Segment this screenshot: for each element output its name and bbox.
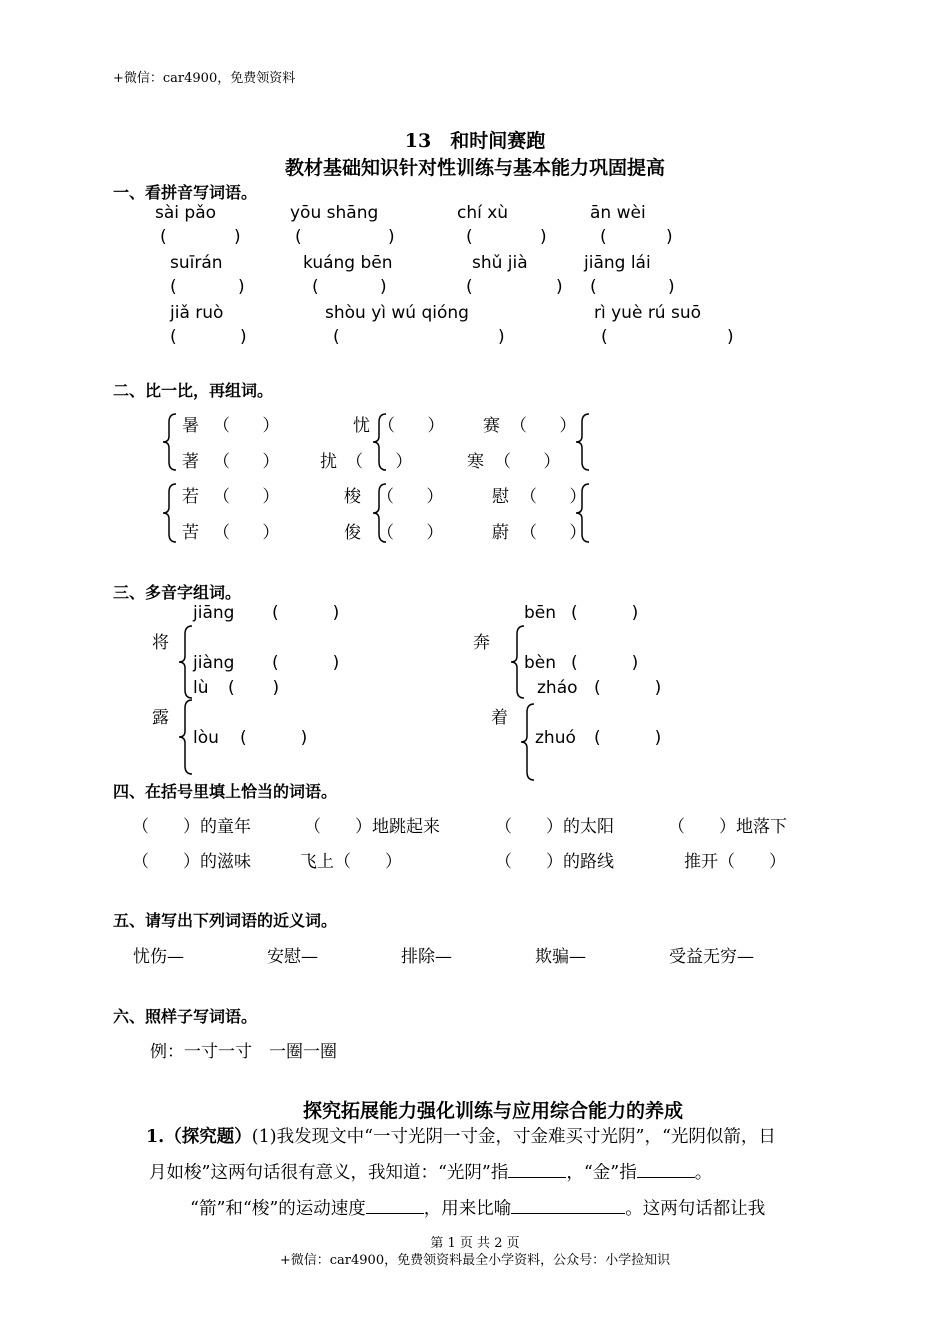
answer-paren[interactable]: ( [600,227,607,247]
pinyin-item: jiāng lái [584,253,651,273]
synonym-item[interactable]: 欺骗— [535,947,586,967]
compare-char: 俊 [344,523,361,543]
fill-item[interactable]: （ ）的滋味 [132,852,251,872]
fill-item[interactable]: （ ）的太阳 [495,817,614,837]
answer-paren[interactable]: ( ) [272,603,340,623]
answer-paren[interactable]: ( [295,227,302,247]
fill-item[interactable]: （ ）地落下 [668,817,787,837]
synonym-item[interactable]: 排除— [401,947,452,967]
answer-paren[interactable]: （ ） [213,452,280,472]
reading: jiāng [193,603,235,623]
compare-char: 赛 [483,416,500,436]
question-1-line-2: 月如梭”这两句话很有意义，我知道：“光阴”指 ，“金”指 。 [149,1159,712,1184]
page-title: 13 和时间赛跑 [404,130,546,152]
section-5-heading: 五、请写出下列词语的近义词。 [113,911,338,930]
compare-char: 慰 [492,487,509,507]
polyphone-char: 奔 [473,633,490,653]
pinyin-item: yōu shāng [290,203,379,223]
answer-paren[interactable]: （ ） [213,487,280,507]
polyphone-char: 着 [491,708,508,728]
pinyin-item: chí xù [457,203,509,223]
pinyin-item: shǔ jià [472,253,528,273]
question-1-line-1: 1.（探究题）(1)我发现文中“一寸光阴一寸金，寸金难买寸光阴”，“光阴似箭，日 [146,1127,776,1147]
pinyin-item: shòu yì wú qióng [325,303,469,323]
pinyin-item: sài pǎo [155,203,217,223]
left-brace-icon [160,412,180,472]
answer-blank[interactable] [366,1195,424,1214]
pinyin-item: jiǎ ruò [170,303,224,323]
compare-char: 扰 [320,452,337,472]
answer-paren[interactable]: ( ) [240,728,308,748]
fill-item[interactable]: （ ）地跳起来 [304,817,440,837]
pinyin-item: kuáng bēn [303,253,393,273]
fill-item[interactable]: 推开（ ） [684,852,786,872]
answer-paren[interactable]: ( [312,277,319,297]
fill-item[interactable]: 飞上（ ） [300,852,402,872]
part2-title: 探究拓展能力强化训练与应用综合能力的养成 [302,1100,683,1122]
compare-char: 蔚 [492,523,509,543]
section-4-heading: 四、在括号里填上恰当的词语。 [113,782,338,801]
compare-char: 若 [182,487,199,507]
answer-paren[interactable]: ( ) [272,653,340,673]
question-tag: （探究题） [164,1127,252,1147]
section-6-heading: 六、照样子写词语。 [113,1007,258,1026]
answer-paren[interactable]: （ ） [510,416,577,436]
question-number: 1. [146,1127,165,1147]
compare-char: 寒 [467,452,484,472]
answer-paren[interactable]: ( [466,277,473,297]
answer-paren[interactable]: （ ） [346,452,413,472]
compare-char: 暑 [182,416,199,436]
answer-paren[interactable]: （ ） [520,523,587,543]
answer-blank[interactable] [637,1159,695,1178]
header-note: +微信：car4900，免费领资料 [113,71,296,86]
left-brace-icon [160,482,180,544]
compare-char: 忧 [353,416,370,436]
page-number: 第 1 页 共 2 页 [430,1236,520,1251]
reading: bēn [524,603,557,623]
answer-paren[interactable]: ( ) [594,728,662,748]
reading: lù [193,678,209,698]
reading: bèn [524,653,557,673]
pinyin-item: suīrán [170,253,223,273]
answer-paren[interactable]: ( [601,327,608,347]
synonym-item[interactable]: 安慰— [267,947,318,967]
reading: zháo [537,678,578,698]
answer-paren[interactable]: （ ） [377,523,444,543]
reading: lòu [193,728,219,748]
pinyin-item: ān wèi [590,203,646,223]
answer-paren[interactable]: ( ) [228,678,280,698]
answer-paren[interactable]: ( [170,277,177,297]
answer-paren[interactable]: （ ） [378,416,445,436]
answer-paren[interactable]: ( ) [571,603,639,623]
compare-char: 著 [182,452,199,472]
fill-item[interactable]: （ ）的童年 [132,817,251,837]
compare-char: 苦 [182,523,199,543]
answer-paren[interactable]: ( ) [594,678,662,698]
synonym-item[interactable]: 忧伤— [133,947,184,967]
polyphone-char: 将 [152,633,169,653]
reading: jiàng [193,653,235,673]
answer-paren[interactable]: ( [466,227,473,247]
answer-paren[interactable]: （ ） [213,523,280,543]
fill-item[interactable]: （ ）的路线 [495,852,614,872]
answer-paren[interactable]: ( [170,327,177,347]
answer-paren[interactable]: （ ） [520,487,587,507]
example-line: 例：一寸一寸 一圈一圈 [150,1042,337,1062]
answer-paren[interactable]: （ ） [213,416,280,436]
answer-paren[interactable]: （ ） [494,452,561,472]
answer-paren[interactable]: （ ） [377,487,444,507]
answer-blank[interactable] [511,1195,625,1214]
question-1-line-3: “箭”和“梭”的运动速度 ，用来比喻 。这两句话都让我 [190,1195,765,1220]
answer-paren[interactable]: ( [333,327,340,347]
page-subtitle: 教材基础知识针对性训练与基本能力巩固提高 [284,157,665,179]
reading: zhuó [535,728,576,748]
pinyin-item: rì yuè rú suō [594,303,702,323]
compare-char: 梭 [344,487,361,507]
section-3-heading: 三、多音字组词。 [113,583,242,602]
answer-paren[interactable]: ( [590,277,597,297]
answer-blank[interactable] [508,1159,566,1178]
section-2-heading: 二、比一比，再组词。 [113,381,274,400]
section-1-heading: 一、看拼音写词语。 [113,183,258,202]
answer-paren[interactable]: ( ) [571,653,639,673]
polyphone-char: 露 [152,708,169,728]
synonym-item[interactable]: 受益无穷— [669,947,754,967]
answer-paren[interactable]: ( [160,227,167,247]
footer-note: +微信：car4900，免费领资料最全小学资料，公众号：小学捡知识 [279,1253,671,1268]
